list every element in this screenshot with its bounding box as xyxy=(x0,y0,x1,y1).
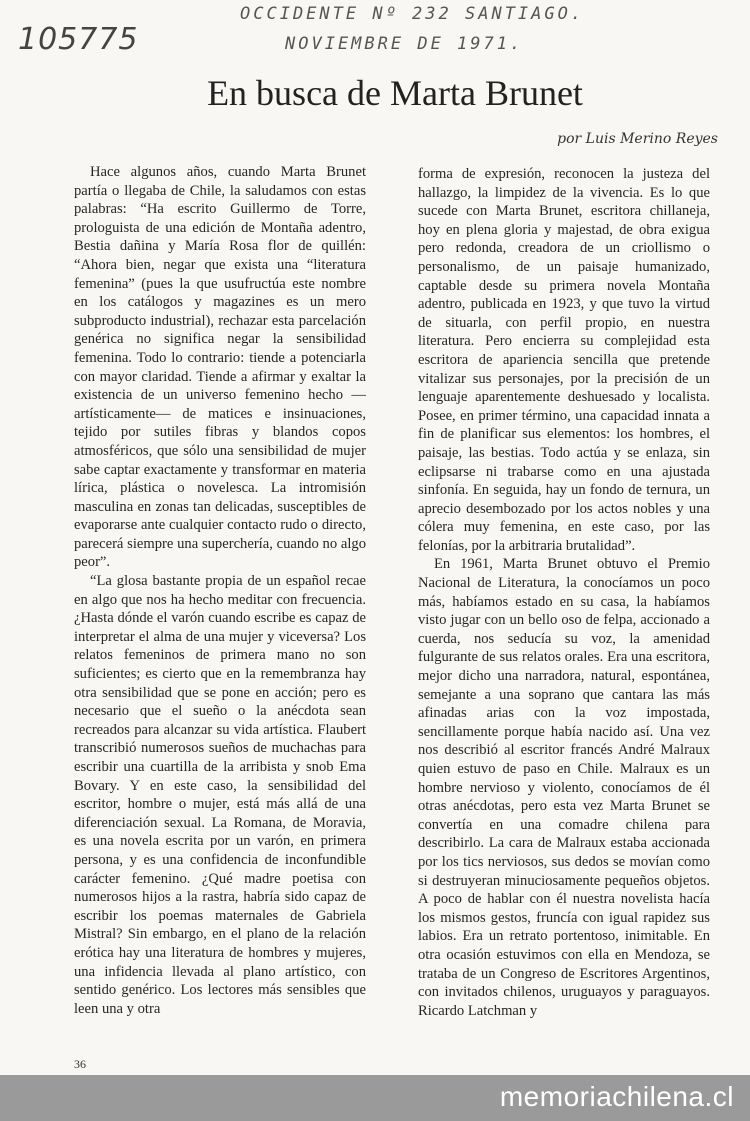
paragraph: Hace algunos años, cuando Marta Brunet partía o llegaba de Chile, la saludamos con estas palabras: “Ha escrito Guillermo de Torre, prologuista de una edición de Montaña adentro, Bestia dañina y María Rosa flor de quillén: “Ahora bien, negar que exista una “literatura femenina” (pues la que usufructúa este nombre en los catálogos y magazines es un mero subproducto industrial), rechazar esta parcelación genérica no significa negar la sensibilidad femenina. Todo lo contrario: tiende a potenciarla con mayor claridad. Tiende a afirmar y exaltar la existencia de un universo femenino hecho —artísticamente— de matices e insinuaciones, tejido por sutiles fibras y blandos copos atmosféricos, que sólo una sensibilidad de mujer sabe captar exactamente y transformar en materia lírica, plástica o novelesca. La intromisión masculina en zonas tan delicadas, susceptibles de evaporarse ante cualquier contacto rudo o directo, parecerá siempre una superchería, cuando no algo peor”. xyxy=(74,164,366,571)
footer-bar xyxy=(0,1075,750,1121)
paragraph: En 1961, Marta Brunet obtuvo el Premio Nacional de Literatura, la conocíamos un poco más, habíamos estado en su casa, la habíamos visto jugar con un bello oso de felpa, accionado a cuerda, nos seducía su voz, la amenidad fulgurante de sus relatos orales. Era una escritora, mejor dicho una narradora, natural, espontánea, semejante a una soprano que cantara las más afinadas arias con la voz impostada, sencillamente porque había nacido así. Una vez nos describió al escritor francés André Malraux quien estuvo de paso en Chile. Malraux es un hombre nervioso y violento, conocíamos de él otras anécdotas, pero esta vez Marta Brunet se convertía en una comadre chilena para describirlo. La cara de Malraux estaba accionada por los tics nerviosos, sus dedos se movían como si destruyeran minuciosamente pequeños objetos. A poco de hablar con él nuestra novelista hacía los mismos gestos, fruncía con igual rapidez sus labios. Era un retrato portentoso, inimitable. En otra ocasión estuvimos con ella en Mendoza, se trataba de un Congreso de Escritores Argentinos, con invitados chilenos, uruguayos y paraguayos. Ricardo Latchman y xyxy=(418,556,710,1019)
article-title: En busca de Marta Brunet xyxy=(207,73,583,113)
handwritten-catalog-number: 105775 xyxy=(18,22,139,57)
handwritten-source-note: OCCIDENTE Nº 232 SANTIAGO. xyxy=(240,4,585,24)
article-byline: por Luis Merino Reyes xyxy=(557,131,718,147)
paragraph: forma de expresión, reconocen la justeza del hallazgo, la limpidez de la vivencia. Es lo que sucede con Marta Brunet, escritora chillaneja, hoy en plena gloria y majestad, de obra exigua pero redonda, creadora de un criollismo o personalismo, de un paisaje humanizado, captable desde su primera novela Montaña adentro, publicada en 1923, y que tuvo la virtud de situarla, con perfil propio, en nuestra literatura. Pero encierra su complejidad esta escritora de apariencia sencilla que pretende vitalizar sus personajes, por la precisión de un lenguaje aparentemente deshuesado y localista. Posee, en primer término, una capacidad innata a fin de planificar sus elementos: los hombres, el paisaje, las bestias. Todo actúa y se enlaza, sin eclipsarse ni trabarse como en una ajustada sinfonía. En seguida, hay un fondo de ternura, un aprecio desembozado por los actos nobles y una cólera muy femenina, en este caso, por las felonías, por la arbitraria brutalidad”. xyxy=(418,166,710,554)
paragraph: “La glosa bastante propia de un español recae en algo que nos ha hecho meditar con frecuencia. ¿Hasta dónde el varón cuando escribe es capaz de interpretar el alma de una mujer y viceversa? Los relatos femeninos de primera mano no son suficientes; es cierto que en la remembranza hay otra sensibilidad que se pone en acción; pero es necesario que el sueño o la anécdota sean recreados para alcanzar su vida artística. Flaubert transcribió numerosos sueños de muchachas para escribir una cuartilla de la arribista y snob Ema Bovary. Y en este caso, la sensibilidad del escritor, hombre o mujer, está más allá de una diferenciación sexual. La Romana, de Moravia, es una novela escrita por un varón, en primera persona, y es una confidencia de inconfundible carácter femenino. ¿Qué madre poetisa con numerosos hijos a la rastra, habría sido capaz de escribir los poemas maternales de Gabriela Mistral? Sin embargo, en el plano de la relación erótica hay una literatura de hombres y mujeres, una infidencia llevada al plano artístico, con sentido genérico. Los lectores más sensibles que leen una y otra xyxy=(74,573,366,1017)
watermark-text[interactable]: memoriachilena.cl xyxy=(499,1081,734,1112)
text-column-left xyxy=(74,163,366,1018)
handwritten-date-note: NOVIEMBRE DE 1971. xyxy=(285,34,524,54)
text-column-right xyxy=(418,165,710,1020)
page-number: 36 xyxy=(74,1057,86,1071)
